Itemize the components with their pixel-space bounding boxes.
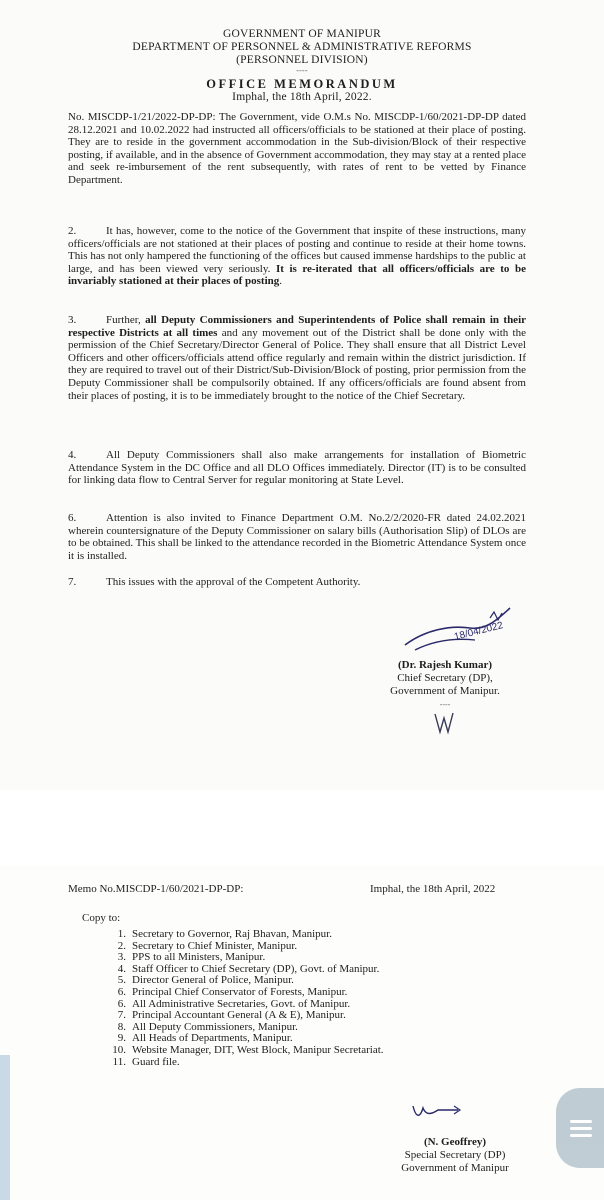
memo-date: Imphal, the 18th April, 2022. (232, 91, 372, 103)
signatory-2 (380, 1136, 530, 1175)
signatory-1-org: Government of Manipur. (390, 685, 500, 697)
paragraph-6-number: 6. (68, 512, 77, 524)
copy-item: 11. Guard file. (112, 1055, 180, 1068)
signatory-2-role: Special Secretary (DP) (404, 1149, 506, 1161)
page-title: OFFICE MEMORANDUM (206, 77, 398, 91)
menu-line-icon (570, 1127, 592, 1130)
copy-item: 8. All Deputy Commissioners, Manipur. (117, 1020, 298, 1033)
page-gap (0, 790, 604, 865)
left-edge-bar (0, 1055, 10, 1200)
paragraph-2-number: 2. (68, 225, 77, 237)
memo-2-date: Imphal, the 18th April, 2022 (370, 883, 496, 895)
copy-item: 4. Staff Officer to Chief Secretary (DP), Govt. of Manipur. (117, 962, 380, 975)
signatory-1-role: Chief Secretary (DP), (397, 672, 493, 684)
menu-line-icon (570, 1134, 592, 1137)
paragraph-6: Attention is also invited to Finance Department O.M. No.2/2/2020-FR dated 24.02.2021 wherein countersignature of the Deputy Commissioner on salary bills (Authorisation Slip) of DLOs are to be obtained. This shall be linked to the attendance recorded in the Biometric Attendance System once it is installed. (68, 512, 526, 562)
menu-line-icon (570, 1120, 592, 1123)
copy-to-label: Copy to: (82, 912, 121, 924)
copy-item: 10. Website Manager, DIT, West Block, Manipur Secretariat. (112, 1043, 384, 1056)
paragraph-3-text-b: and any movement out of the District shall be done only with the permission of the Chief Secretary/Director General of Police. They shall ensure that all District Level Officers and other officers/officials attend office regularly and remain within the district jurisdiction. If they are required to travel out of their District/Sub-Division/Block of posting, prior permission from the Deputy Commissioner shall be compulsorily obtained. If any officers/officials are found absent from their places of posting, it is to be immediately brought to the notice of the Chief Secretary. (68, 326, 526, 402)
signatory-1 (370, 659, 520, 711)
copy-item: 3. PPS to all Ministers, Manipur. (117, 951, 266, 964)
copy-to-list (104, 929, 384, 1068)
gov-heading: GOVERNMENT OF MANIPUR (223, 28, 381, 40)
paragraph-2-bold: It is re-iterated that all officers/officials are to be invariably stationed at their places of posting (68, 262, 526, 288)
signatory-1-name: (Dr. Rajesh Kumar) (398, 659, 492, 671)
signatory-2-name: (N. Geoffrey) (423, 1136, 487, 1148)
paragraph-2: It has, however, come to the notice of the Government that inspite of these instructions, many officers/officials are not stationed at their places of posting and continue to reside at their home towns. This has not only hampered the functioning of the offices but caused immense hardships to the public at large, and has been viewed very seriously. It is re-iterated that all officers/officials are to be invariably stationed at their places of posting. (68, 225, 526, 288)
copy-item: 2. Secretary to Chief Minister, Manipur. (117, 939, 298, 952)
paragraph-7-number: 7. (68, 576, 77, 588)
signatory-1-separator: ---- (439, 700, 451, 709)
signature-special-secretary (408, 1098, 468, 1124)
copy-item: 6. All Administrative Secretaries, Govt. of Manipur. (117, 997, 351, 1010)
signature-chief-secretary (395, 600, 525, 660)
paragraph-3-number: 3. (68, 314, 77, 326)
paragraph-2-text: It has, however, come to the notice of the Government that inspite of these instructions, many officers/officials are not stationed at their places of posting and continue to reside at their home towns. This has not only hampered the functioning of the offices but caused immense hardships to the public at large, and has been viewed very seriously. (68, 225, 526, 275)
paragraph-3 (68, 314, 526, 402)
paragraph-1: No. MISCDP-1/21/2022-DP-DP: The Government, vide O.M.s No. MISCDP-1/60/2021-DP-DP dated 28.12.2021 and 10.02.2022 had instructed all officers/officials to be stationed at their place of posting. They are to reside in the government accommodation in the Sub-division/Block of their respective posting, if available, and in the absence of Government accommodation, they may stay at a rented place and seek re-imbursement of the rent subsequently, with rates of rent to be vetted by Finance Department. (68, 111, 526, 186)
copy-item: 6. Principal Chief Conservator of Forests, Manipur. (117, 985, 348, 998)
initial-mark (432, 710, 456, 736)
paragraph-4: All Deputy Commissioners shall also make arrangements for installation of Biometric Attendance System in the DC Office and all DLO Offices immediately. Director (IT) is to be consulted for linking data flow to Central Server for regular monitoring at State Level. (68, 449, 526, 487)
memo-number-2: Memo No.MISCDP-1/60/2021-DP-DP: (68, 883, 244, 895)
paragraph-7: This issues with the approval of the Competent Authority. (106, 576, 361, 588)
signatory-2-org: Government of Manipur (401, 1162, 509, 1174)
copy-item: 1. Secretary to Governor, Raj Bhavan, Manipur. (117, 928, 332, 940)
dept-heading: DEPARTMENT OF PERSONNEL & ADMINISTRATIVE REFORMS (132, 41, 472, 53)
division-heading: (PERSONNEL DIVISION) (236, 54, 368, 66)
paragraph-3-text-a: Further, (106, 314, 141, 326)
paragraph-4-number: 4. (68, 449, 77, 461)
copy-item: 7. Principal Accountant General (A & E), Manipur. (117, 1009, 346, 1022)
menu-handle-button[interactable] (556, 1088, 604, 1168)
signature-date: 18/04/2022 (453, 620, 505, 643)
heading-separator: ---- (296, 66, 308, 75)
paragraph-3-bold: all Deputy Commissioners and Superintendents of Police shall remain in their respective Districts at all times (68, 314, 527, 339)
copy-item: 9. All Heads of Departments, Manipur. (117, 1032, 293, 1045)
copy-item: 5. Director General of Police, Manipur. (117, 974, 294, 987)
